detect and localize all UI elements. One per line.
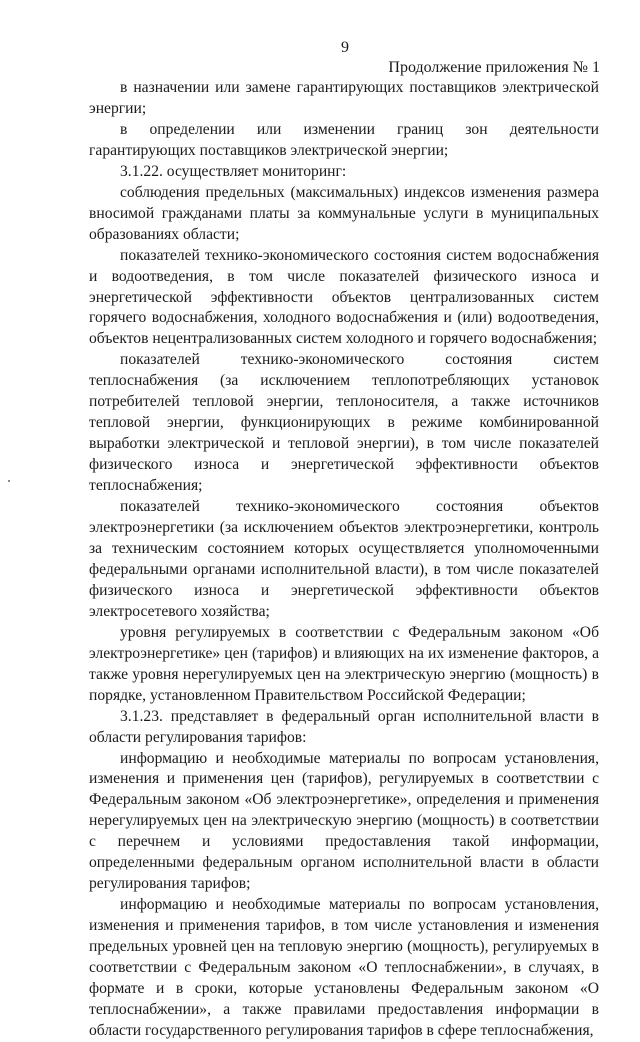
paragraph: соблюдения предельных (максимальных) индексов изменения размера вносимой гражданами платы за коммунальные услуги в муниципальных образованиях области; bbox=[89, 183, 599, 243]
paragraph: уровня регулируемых в соответствии с Федеральным законом «Об электроэнергетике» цен (тарифов) и влияющих на их изменение факторов, а также уровня нерегулируемых цен на электрическую энергию (мощность) в порядке, установленном Правительством Российской Федерации; bbox=[89, 623, 599, 704]
section-heading: 3.1.22. осуществляет мониторинг: bbox=[120, 162, 347, 180]
section-heading: 3.1.23. представляет в федеральный орган исполнительной власти в области регулирования тарифов: bbox=[89, 707, 599, 746]
page-number: 9 bbox=[341, 39, 349, 56]
paragraph: в определении или изменении границ зон деятельности гарантирующих поставщиков электрической энергии; bbox=[89, 120, 599, 159]
paragraph: показателей технико-экономического состояния систем теплоснабжения (за исключением теплопотребляющих установок потребителей тепловой энергии, теплоносителя, а также источников тепловой энергии, функционирующих в режиме комбинированной выработки электрической и тепловой энергии), в том числе показателей физического износа и энергетической эффективности объектов теплоснабжения; bbox=[89, 351, 599, 495]
paragraph: показателей технико-экономического состояния систем водоснабжения и водоотведения, в том числе показателей физического износа и энергетической эффективности объектов централизованных систем горячего водоснабжения, холодного водоснабжения и (или) водоотведения, объектов нецентрализованных систем холодного и горячего водоснабжения; bbox=[89, 246, 599, 348]
appendix-continuation-label: Продолжение приложения № 1 bbox=[388, 59, 600, 76]
paragraph: в назначении или замене гарантирующих поставщиков электрической энергии; bbox=[89, 79, 599, 117]
paragraph: показателей технико-экономического состояния объектов электроэнергетики (за исключением объектов электроэнергетики, контроль за техническим состоянием которых осуществляется уполномоченными федеральными органами исполнительной власти), в том числе показателей физического износа и энергетической эффективности объектов электросетевого хозяйства; bbox=[89, 498, 599, 620]
body-text bbox=[89, 78, 599, 1042]
paragraph: информацию и необходимые материалы по вопросам установления, изменения и применения тарифов, в том числе установления и изменения предельных уровней цен на тепловую энергию (мощность), регулируемых в соответствии с Федеральным законом «О теплоснабжении», в случаях, в формате и в сроки, которые установлены Федеральным законом «О теплоснабжении», а также правилами предоставления информации в области государственного регулирования тарифов в сфере теплоснабжения, bbox=[89, 896, 599, 1039]
paragraph: информацию и необходимые материалы по вопросам установления, изменения и применения цен (тарифов), регулируемых в соответствии с Федеральным законом «Об электроэнергетике», определения и применения нерегулируемых цен на электрическую энергию (мощность) в соответствии с перечнем и условиями предоставления такой информации, определенными федеральным органом исполнительной власти в области регулирования тарифов; bbox=[89, 749, 599, 893]
scan-speck bbox=[8, 480, 10, 482]
